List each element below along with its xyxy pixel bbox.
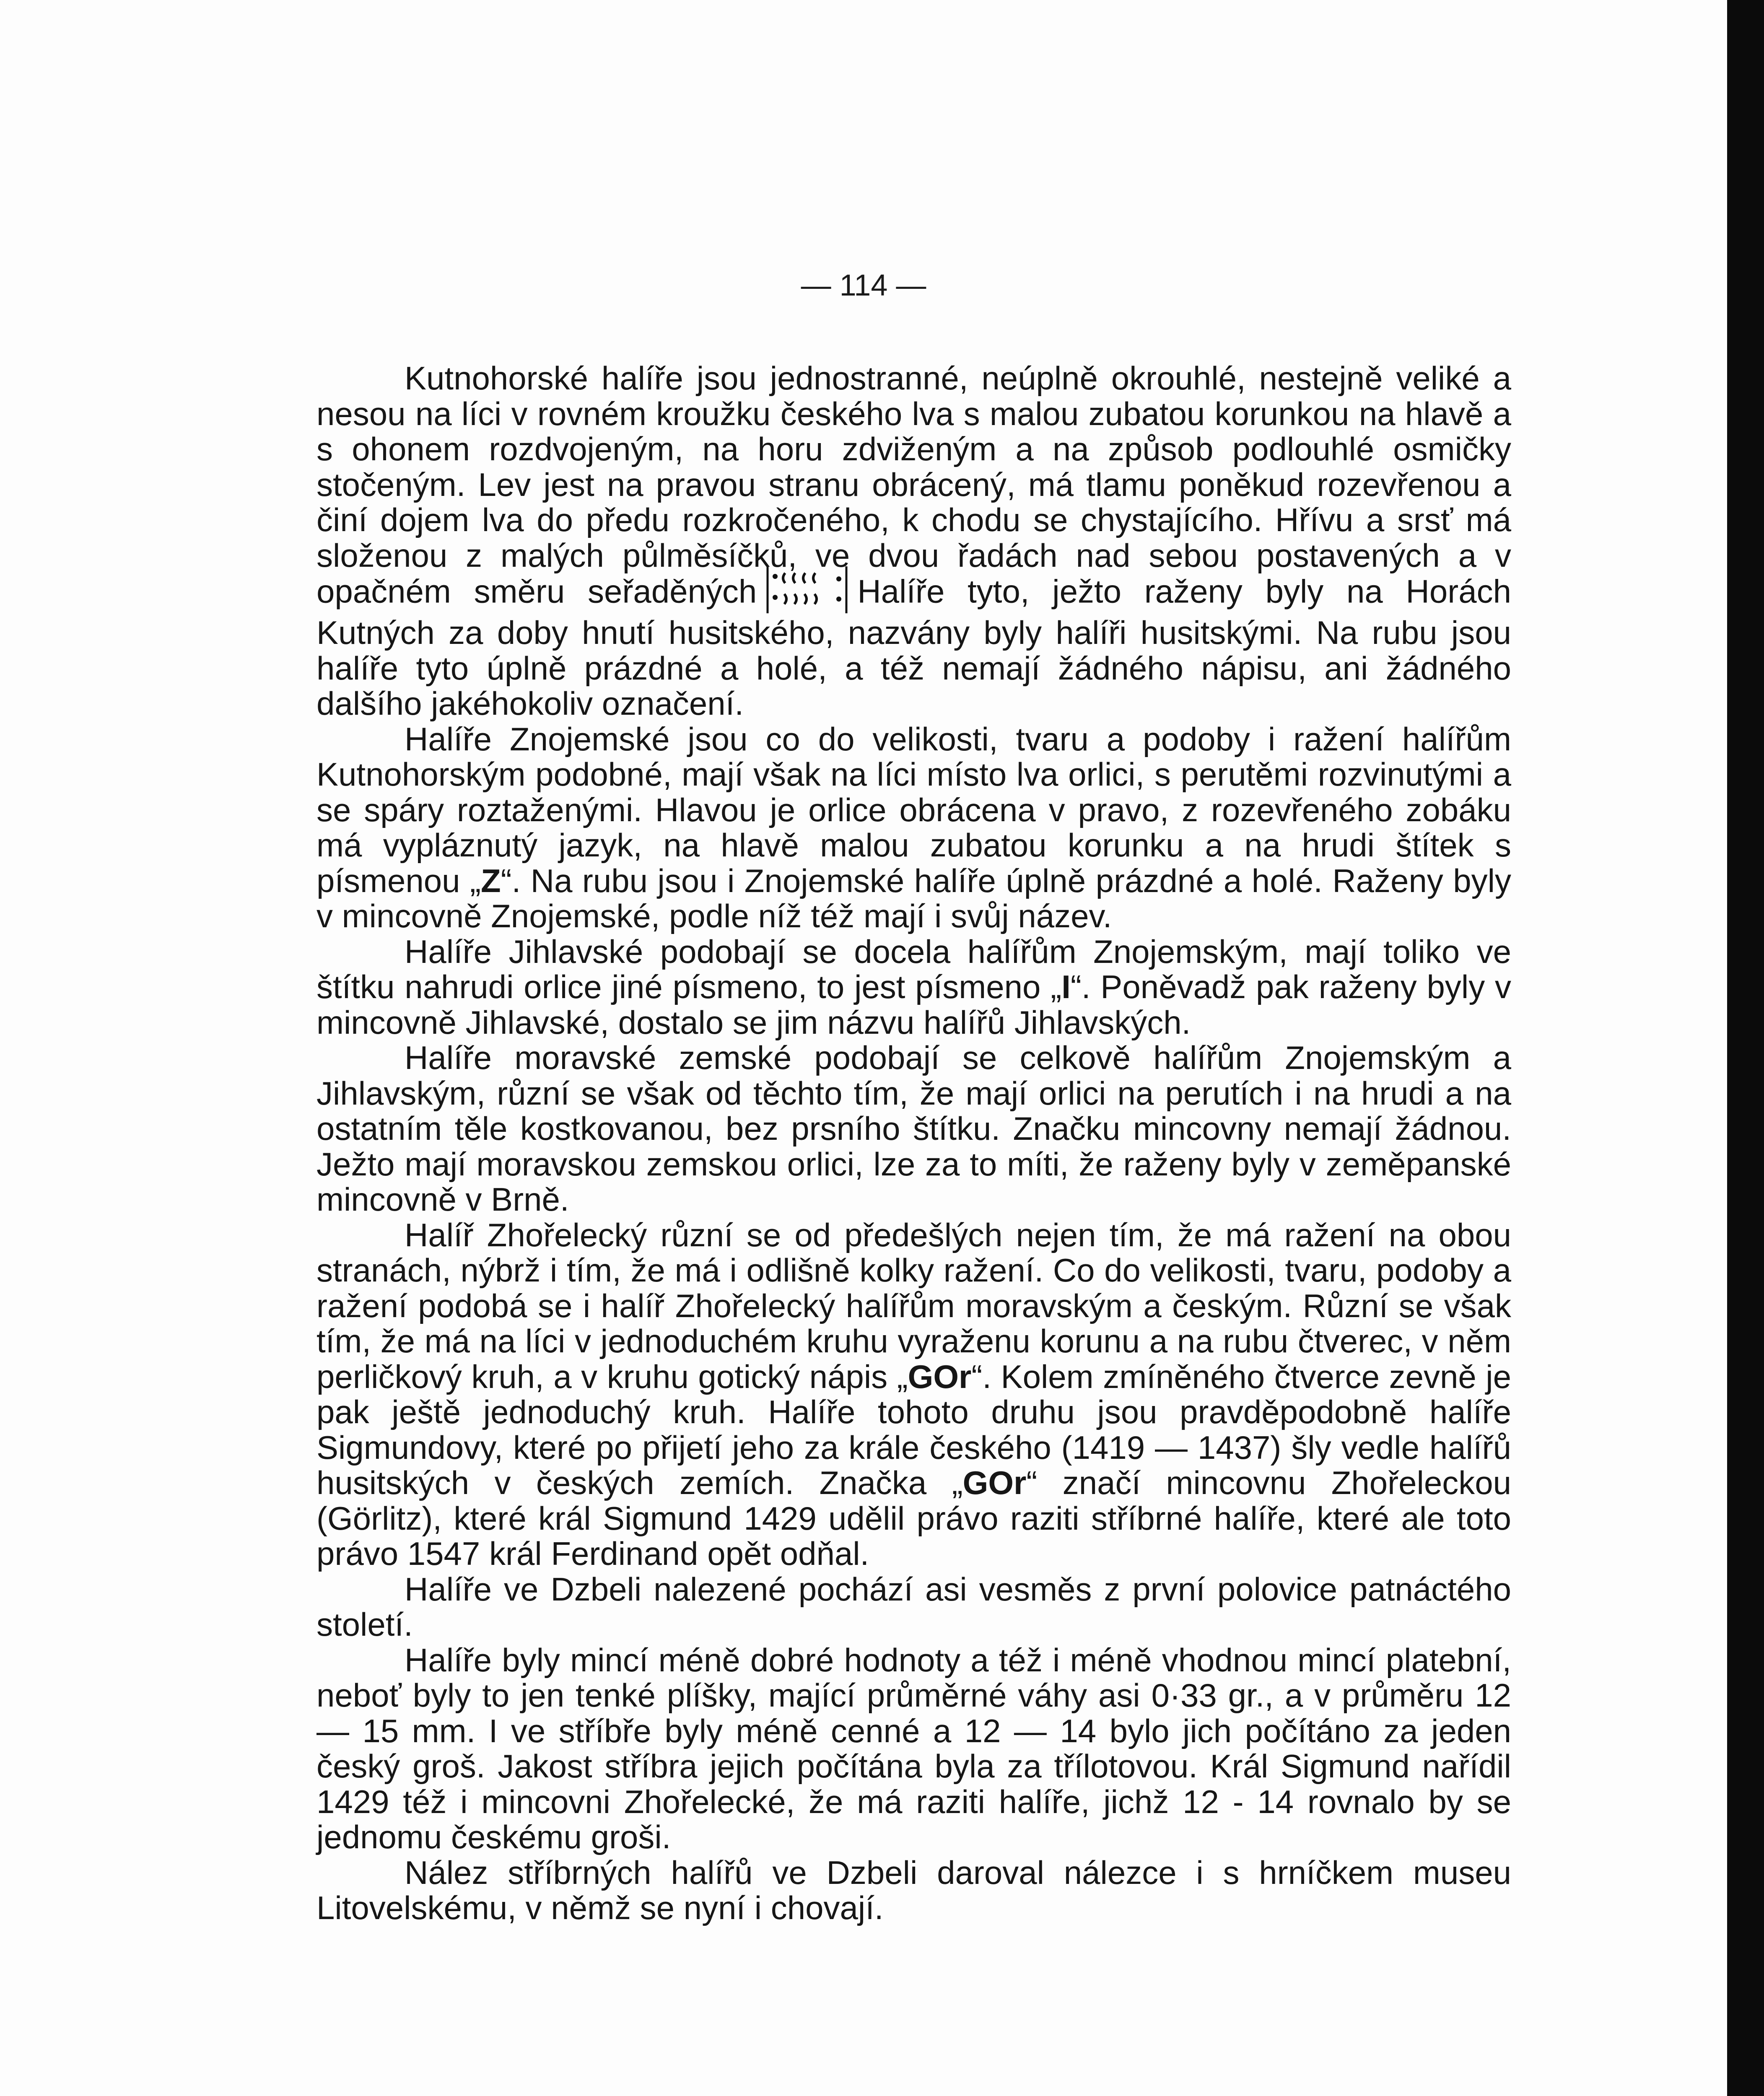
paragraph-text: Halíř Zhořelecký různí se od předešlých nejen tím, že má ražení na obou stranách, nýbrž i tím, že má i odlišně kolky ražení. Co do velikosti, tvaru, podoby a ražení podobá se i halíř Zhořelecký halířům moravským a českým. Různí se však tím, že má na líci v jednoduchém kruhu vyraženu korunu a na rubu čtverec, v něm perličkový kruh, a v kruhu gotický nápis „ bbox=[316, 1216, 1511, 1395]
body-text bbox=[316, 361, 1511, 1926]
paragraph-text: Halíře tyto, ježto raženy byly na Horách Kutných za doby hnutí husitského, nazvány byly halíři husitskými. Na rubu jsou halíře tyto úplně prázdné a holé, a též nemají žádného nápisu, ani žádného dalšího jakéhokoliv označení. bbox=[316, 573, 1511, 722]
paragraph-jihlava bbox=[316, 934, 1511, 1040]
mint-mark-gor: GOr bbox=[908, 1358, 972, 1395]
mint-mark-z: Z bbox=[480, 862, 501, 899]
paragraph-text: Halíře moravské zemské podobají se celkově halířům Znojemským a Jihlavským, různí se však od těchto tím, že mají orlici na perutích i na hrudi a na ostatním těle kostkovanou, bez prsního štítku. Značku mincovny nemají žádnou. Ježto mají moravskou zemskou orlici, lze za to míti, že raženy byly v zeměpanské mincovně v Brně. bbox=[316, 1039, 1511, 1218]
paragraph-moravian bbox=[316, 1040, 1511, 1217]
paragraph-text: “. Na rubu jsou i Znojemské halíře úplně prázdné a holé. Raženy byly v mincovně Znojemské, podle níž též mají i svůj název. bbox=[316, 862, 1511, 934]
paragraph-text: Kutnohorské halíře jsou jednostranné, neúplně okrouhlé, nestejně veliké a nesou na líci v rovném kroužku českého lva s malou zubatou korunkou na hlavě a s ohonem rozdvojeným, na horu zdviženým a na způsob podlouhlé osmičky stočeným. Lev jest na pravou stranu obrácený, má tlamu poněkud rozevřenou a činí dojem lva do předu rozkročeného, k chodu se chystajícího. Hřívu a srsť má složenou z malých půlměsíčků, ve dvou řadách nad sebou postavených a v opačném směru seřaděných bbox=[316, 360, 1511, 610]
paragraph-dzbel-origin bbox=[316, 1572, 1511, 1642]
page-number: — 114 — bbox=[801, 269, 926, 302]
scan-edge bbox=[1727, 0, 1764, 2096]
paragraph-kutna-hora bbox=[316, 361, 1511, 721]
paragraph-text: Halíře Znojemské jsou co do velikosti, tvaru a podoby i ražení halířům Kutnohorským podobné, mají však na líci místo lva orlici, s perutěmi rozvinutými a se spáry roztaženými. Hlavou je orlice obrácena v pravo, z rozevřeného zobáku má vypláznutý jazyk, na hlavě malou zubatou korunku a na hrudi štítek s písmenou „ bbox=[316, 720, 1511, 899]
paragraph-value bbox=[316, 1642, 1511, 1855]
paragraph-text: Halíře ve Dzbeli nalezené pochází asi vesměs z první polovice patnáctého století. bbox=[316, 1570, 1511, 1643]
paragraph-museum bbox=[316, 1855, 1511, 1926]
mint-mark-i: I bbox=[1061, 968, 1071, 1005]
paragraph-text: “. Kolem zmíněného čtverce zevně je pak ještě jednoduchý kruh. Halíře tohoto druhu jsou pravděpodobně halíře Sigmundovy, které po přijetí jeho za krále českého (1419 — 1437) šly vedle halířů husitských v českých zemích. Značka „ bbox=[316, 1358, 1511, 1501]
paragraph-text: “. Poněvadž pak raženy byly v mincovně Jihlavské, dostalo se jim názvu halířů Jihlavských. bbox=[316, 968, 1511, 1041]
paragraph-text: “ značí mincovnu Zhořeleckou (Görlitz), které král Sigmund 1429 udělil právo raziti stříbrné halíře, které ale toto právo 1547 král Ferdinand opět odňal. bbox=[316, 1464, 1511, 1572]
paragraph-gorlitz bbox=[316, 1217, 1511, 1572]
mint-mark-gor: GOr bbox=[962, 1464, 1027, 1501]
crescent-pattern-icon bbox=[765, 565, 849, 615]
paragraph-znojmo bbox=[316, 721, 1511, 934]
paragraph-text: Halíře Jihlavské podobají se docela halířům Znojemským, mají toliko ve štítku nahrudi orlice jiné písmeno, to jest písmeno „ bbox=[316, 933, 1511, 1005]
paragraph-text: Nález stříbrných halířů ve Dzbeli daroval nálezce i s hrníčkem museu Litovelskému, v němž se nyní i chovají. bbox=[316, 1854, 1511, 1926]
paragraph-text: Halíře byly mincí méně dobré hodnoty a též i méně vhodnou mincí platební, neboť byly to jen tenké plíšky, mající průměrné váhy asi 0·33 gr., a v průměru 12 — 15 mm. I ve stříbře byly méně cenné a 12 — 14 bylo jich počítáno za jeden český groš. Jakost stříbra jejich počítána byla za třílotovou. Král Sigmund nařídil 1429 též i mincovni Zhořelecké, že má raziti halíře, jichž 12 - 14 rovnalo by se jednomu českému groši. bbox=[316, 1641, 1511, 1855]
